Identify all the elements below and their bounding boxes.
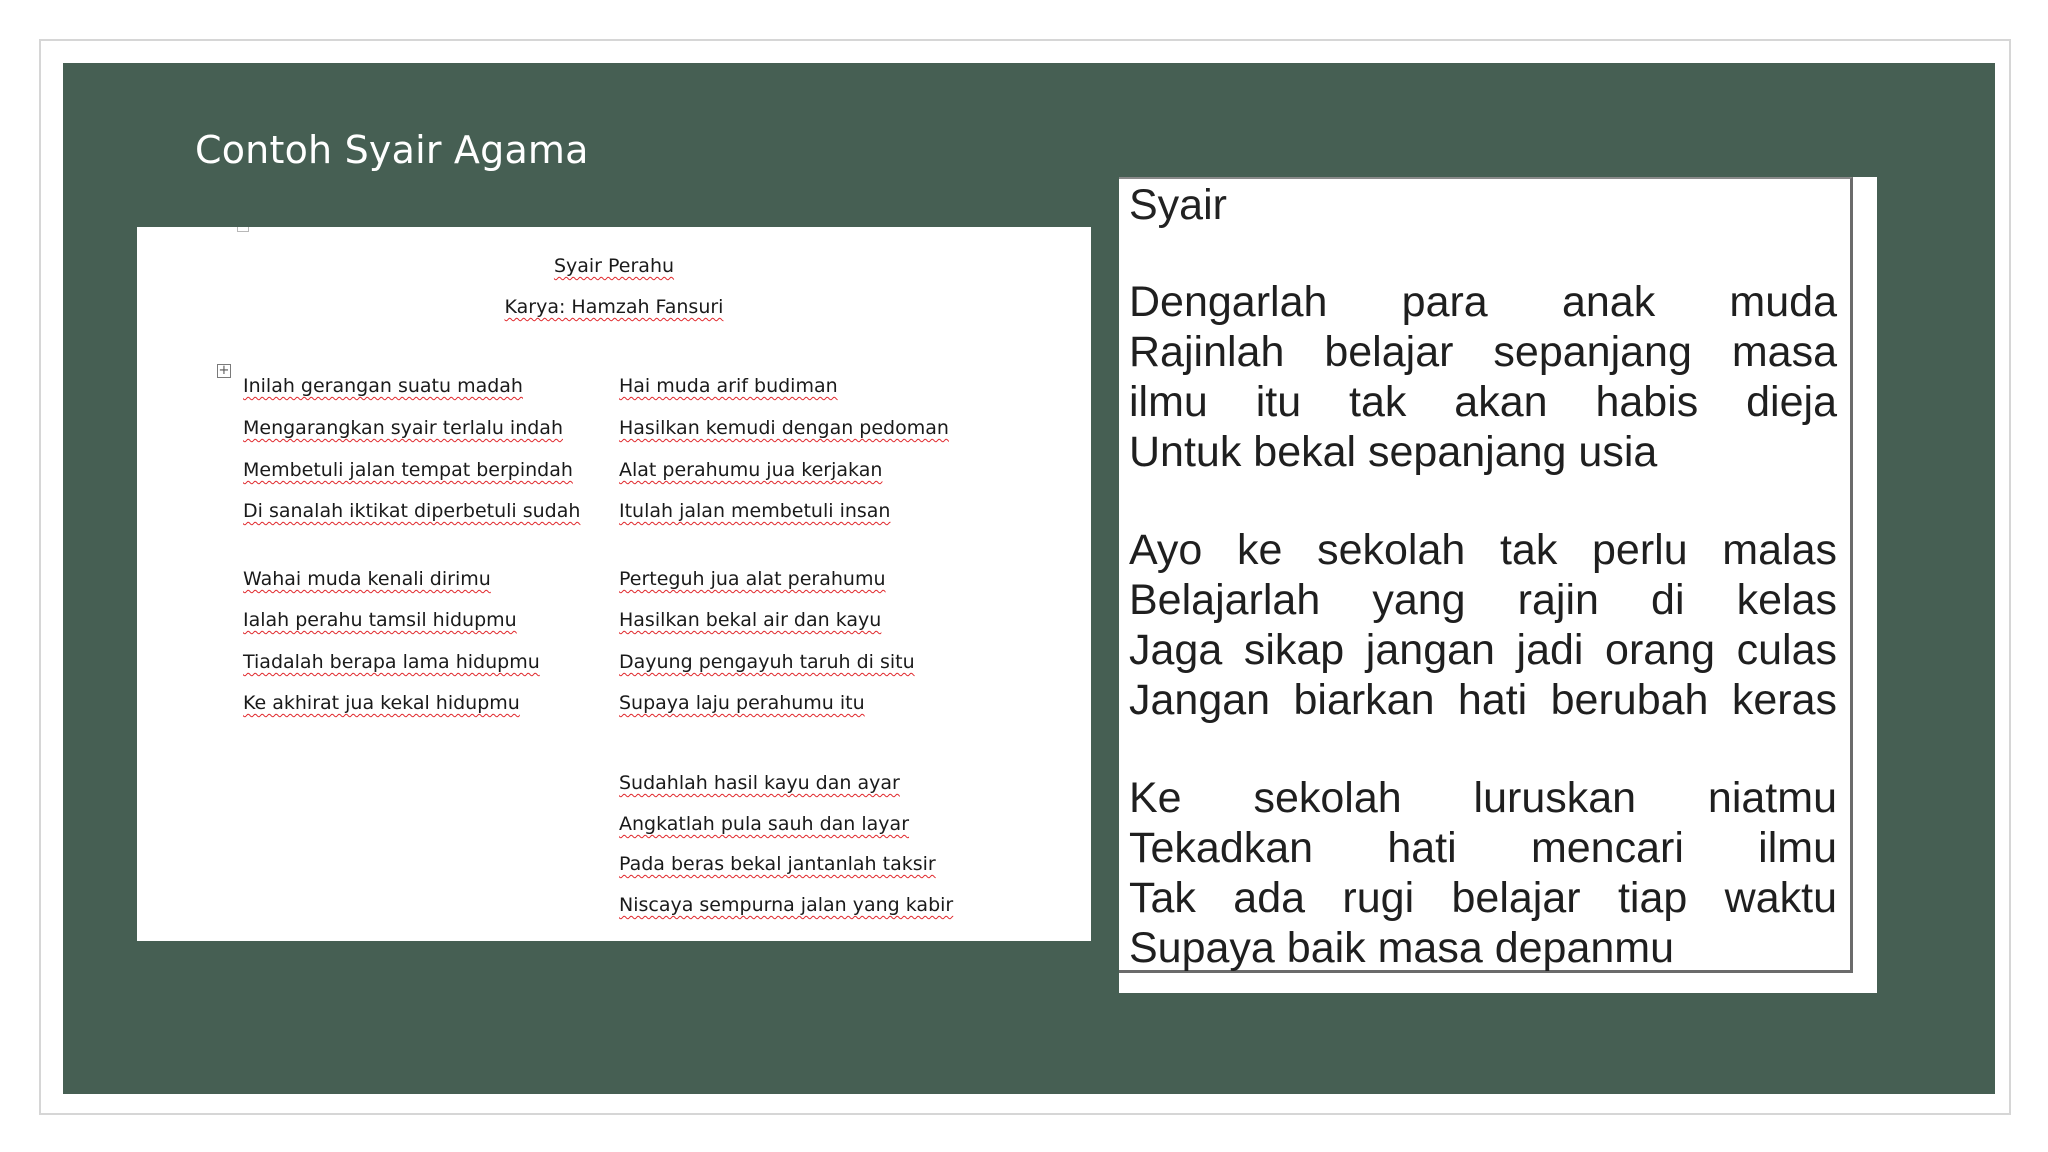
poem-line: Hasilkan kemudi dengan pedoman: [619, 417, 949, 439]
poem-line: Itulah jalan membetuli insan: [619, 500, 891, 522]
syair-line: Tak ada rugi belajar tiap waktu: [1129, 874, 1837, 922]
syair-line: Untuk bekal sepanjang usia: [1129, 428, 1658, 476]
syair-stanza: [1129, 277, 1837, 477]
syair-line: Ke sekolah luruskan niatmu: [1129, 774, 1837, 822]
poem-line: Alat perahumu jua kerjakan: [619, 459, 883, 481]
doc-title: [137, 255, 1091, 277]
syair-line: Rajinlah belajar sepanjang masa: [1129, 328, 1837, 376]
syair-stanza: [1129, 773, 1837, 973]
syair-line: Supaya baik masa depanmu: [1129, 924, 1675, 972]
poem-line: Ialah perahu tamsil hidupmu: [243, 609, 517, 631]
doc-author: [137, 296, 1091, 318]
poem-line: Di sanalah iktikat diperbetuli sudah: [243, 500, 581, 522]
syair-line: Belajarlah yang rajin di kelas: [1129, 576, 1837, 624]
syair-line: Jangan biarkan hati berubah keras: [1129, 676, 1837, 724]
syair-image[interactable]: [1119, 177, 1877, 993]
poem-line: Mengarangkan syair terlalu indah: [243, 417, 563, 439]
syair-line: Ayo ke sekolah tak perlu malas: [1129, 526, 1837, 574]
page-corner-mark: [237, 227, 249, 232]
syair-line: Dengarlah para anak muda: [1129, 278, 1837, 326]
poem-line: Pada beras bekal jantanlah taksir: [619, 853, 936, 875]
poem-line: Supaya laju perahumu itu: [619, 692, 865, 714]
syair-perahu-image[interactable]: [137, 227, 1091, 941]
poem-line: Inilah gerangan suatu madah: [243, 375, 523, 397]
slide[interactable]: [63, 63, 1995, 1094]
poem-line: Hai muda arif budiman: [619, 375, 838, 397]
syair-heading: Syair: [1129, 181, 1227, 229]
doc-author-text: Karya: Hamzah Fansuri: [504, 296, 724, 318]
poem-line: Wahai muda kenali dirimu: [243, 568, 491, 590]
poem-line: Dayung pengayuh taruh di situ: [619, 651, 915, 673]
poem-line: Perteguh jua alat perahumu: [619, 568, 886, 590]
poem-line: Ke akhirat jua kekal hidupmu: [243, 692, 520, 714]
syair-stanza: [1129, 525, 1837, 725]
slide-title[interactable]: Contoh Syair Agama: [195, 128, 589, 172]
poem-line: Tiadalah berapa lama hidupmu: [243, 651, 540, 673]
poem-line: Niscaya sempurna jalan yang kabir: [619, 894, 954, 916]
poem-line: Hasilkan bekal air dan kayu: [619, 609, 882, 631]
poem-line: Angkatlah pula sauh dan layar: [619, 813, 910, 835]
poem-line: Membetuli jalan tempat berpindah: [243, 459, 573, 481]
syair-line: ilmu itu tak akan habis dieja: [1129, 378, 1837, 426]
move-table-icon: +: [218, 363, 230, 378]
syair-line: Tekadkan hati mencari ilmu: [1129, 824, 1837, 872]
poem-line: Sudahlah hasil kayu dan ayar: [619, 772, 900, 794]
doc-title-text: Syair Perahu: [553, 255, 675, 277]
syair-line: Jaga sikap jangan jadi orang culas: [1129, 626, 1837, 674]
